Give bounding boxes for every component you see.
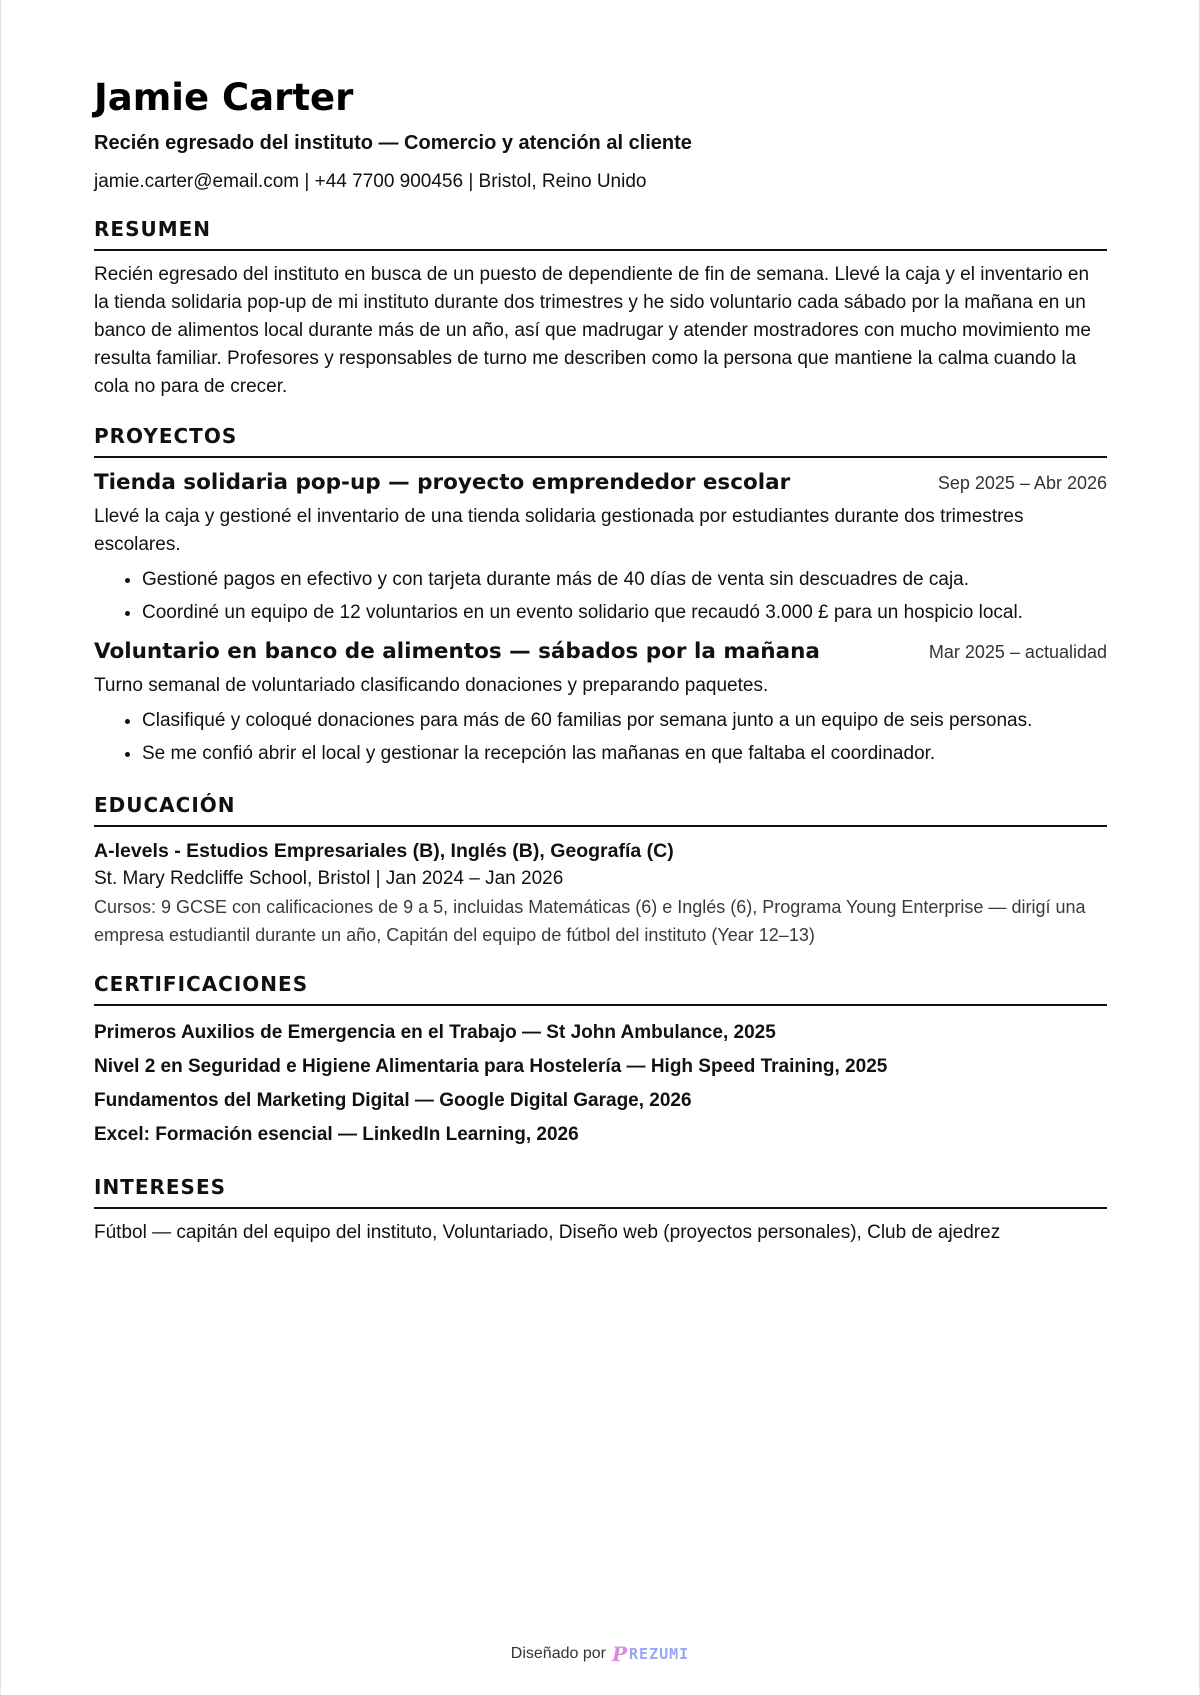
project-description: Llevé la caja y gestioné el inventario de una tienda solidaria gestionada por estudiantes durante dos trimestres escolares. [94, 506, 1024, 555]
certification-item: Primeros Auxilios de Emergencia en el Trabajo — St John Ambulance, 2025 [94, 1022, 776, 1043]
project-description: Turno semanal de voluntariado clasificando donaciones y preparando paquetes. [94, 675, 769, 696]
rezumi-logo-icon: P [611, 1642, 628, 1666]
project-date: Mar 2025 – actualidad [928, 642, 1107, 662]
project-bullet: • Clasifiqué y coloqué donaciones para más de 60 familias por semana junto a un equipo de seis personas. [142, 704, 1107, 737]
candidate-name: Jamie Carter [94, 76, 354, 119]
education-school: St. Mary Redcliffe School, Bristol | Jan 2024 – Jan 2026 [94, 868, 564, 889]
project-header [94, 468, 1107, 498]
project-bullet: • Coordiné un equipo de 12 voluntarios en un evento solidario que recaudó 3.000 £ para un hospicio local. [142, 596, 1107, 629]
rezumi-logo-text: REZUMI [629, 1645, 690, 1663]
footer [1, 1642, 1199, 1666]
interests-text: Fútbol — capitán del equipo del instituto, Voluntariado, Diseño web (proyectos personales), Club de ajedrez [94, 1222, 1001, 1243]
education-courses: Cursos: 9 GCSE con calificaciones de 9 a 5, incluidas Matemáticas (6) e Inglés (6), Programa Young Enterprise — dirigí una empresa estudiantil durante un año, Capitán del equipo de fútbol del instituto (Year 12–13) [94, 897, 1086, 945]
project-title: Voluntario en banco de alimentos — sábados por la mañana [94, 639, 820, 664]
section-title-certifications: CERTIFICACIONES [94, 971, 1107, 1006]
certification-item: Fundamentos del Marketing Digital — Google Digital Garage, 2026 [94, 1090, 692, 1111]
project-bullets [94, 704, 1107, 770]
rezumi-logo[interactable] [612, 1642, 689, 1666]
certification-list [94, 1016, 1107, 1152]
education-degree: A-levels - Estudios Empresariales (B), Inglés (B), Geografía (C) [94, 840, 674, 862]
project-item [94, 468, 1107, 629]
summary-text: Recién egresado del instituto en busca de un puesto de dependiente de fin de semana. Llevé la caja y el inventario en la tienda solidaria pop-up de mi instituto durante dos trimestres y he sido voluntario cada sábado por la mañana en un banco de alimentos local durante más de un año, así que madrugar y atender mostradores con mucho movimiento me resulta familiar. Profesores y responsables de turno me describen como la persona que mantiene la calma cuando la cola no para de crecer. [94, 264, 1091, 397]
project-header [94, 637, 1107, 667]
project-date: Sep 2025 – Abr 2026 [937, 473, 1107, 493]
project-bullet: • Se me confió abrir el local y gestionar la recepción las mañanas en que faltaba el coordinador. [142, 737, 1107, 770]
section-title-summary: RESUMEN [94, 216, 1107, 251]
section-title-education: EDUCACIÓN [94, 792, 1107, 827]
project-bullets [94, 563, 1107, 629]
certification-item: Nivel 2 en Seguridad e Higiene Alimentaria para Hostelería — High Speed Training, 2025 [94, 1056, 888, 1077]
section-title-projects: PROYECTOS [94, 423, 1107, 458]
certification-item: Excel: Formación esencial — LinkedIn Learning, 2026 [94, 1124, 579, 1145]
project-bullet: • Gestioné pagos en efectivo y con tarjeta durante más de 40 días de venta sin descuadres de caja. [142, 563, 1107, 596]
section-title-interests: INTERESES [94, 1174, 1107, 1209]
footer-label: Diseñado por [510, 1645, 606, 1662]
project-title: Tienda solidaria pop-up — proyecto emprendedor escolar [94, 470, 791, 495]
contact-line: jamie.carter@email.com | +44 7700 900456 | Bristol, Reino Unido [94, 171, 647, 192]
headline: Recién egresado del instituto — Comercio y atención al cliente [94, 132, 692, 154]
project-item [94, 637, 1107, 770]
